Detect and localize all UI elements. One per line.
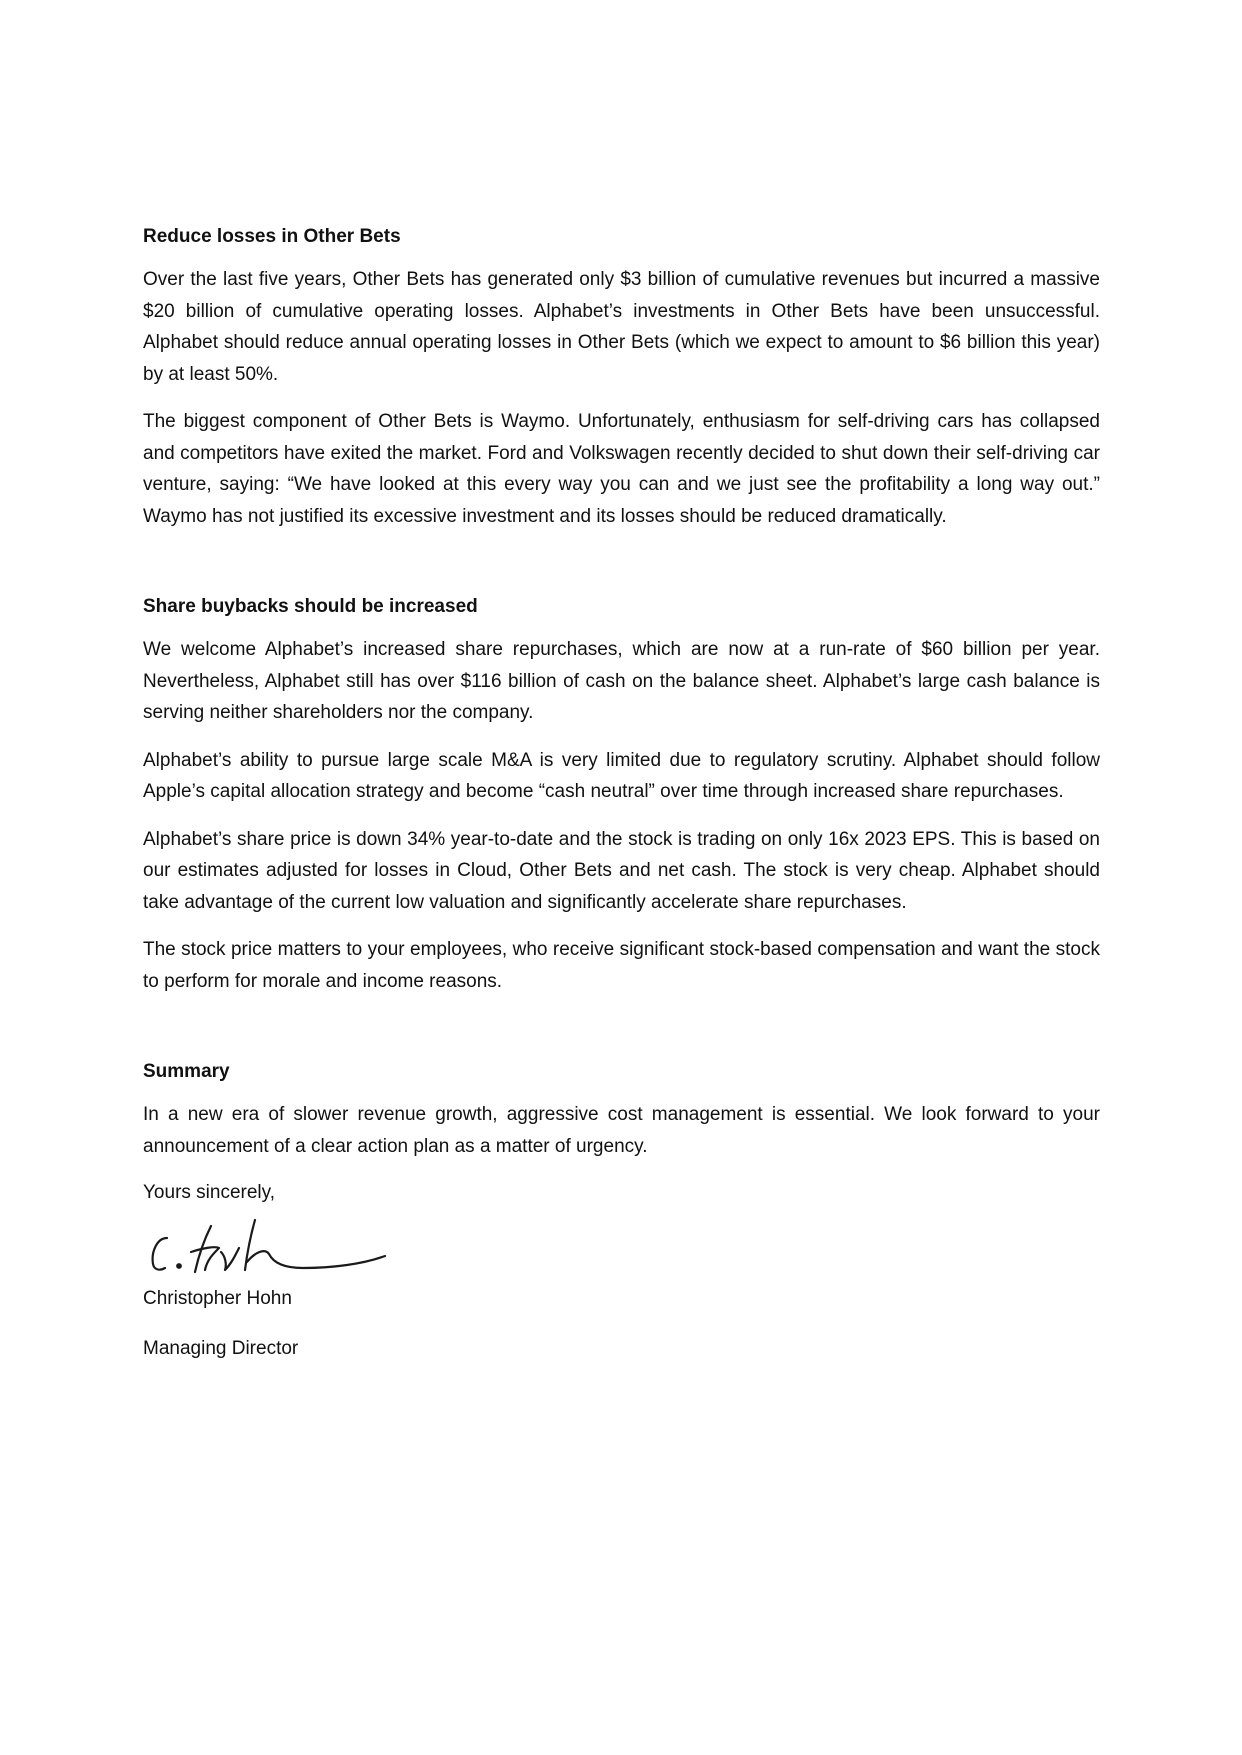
paragraph: We welcome Alphabet’s increased share repurchases, which are now at a run-rate of $60 billion per year. Nevertheless, Alphabet still has over $116 billion of cash on the balance sheet. Alphabet’s large cash balance is serving neither shareholders nor the company.	[143, 639, 1100, 723]
paragraph: Over the last five years, Other Bets has generated only $3 billion of cumulative revenues but incurred a massive $20 billion of cumulative operating losses. Alphabet’s investments in Other Bets have been unsuccessful. Alphabet should reduce annual operating losses in Other Bets (which we expect to amount to $6 billion this year) by at least 50%.	[143, 269, 1100, 385]
signer-title: Managing Director	[143, 1338, 299, 1359]
letter-closing	[143, 1180, 1100, 1362]
section-other-bets	[143, 224, 1100, 532]
section-summary	[143, 1059, 1100, 1162]
paragraph: The biggest component of Other Bets is Waymo. Unfortunately, enthusiasm for self-driving cars has collapsed and competitors have exited the market. Ford and Volkswagen recently decided to shut down their self-driving car venture, saying: “We have looked at this every way you can and we just see the profitability a long way out.” Waymo has not justified its excessive investment and its losses should be reduced dramatically.	[143, 411, 1100, 527]
letter-body	[143, 224, 1100, 1362]
paragraph: Alphabet’s share price is down 34% year-to-date and the stock is trading on only 16x 2023 EPS. This is based on our estimates adjusted for losses in Cloud, Other Bets and net cash. The stock is very cheap. Alphabet should take advantage of the current low valuation and significantly accelerate share repurchases.	[143, 828, 1100, 913]
section-heading: Summary	[143, 1061, 230, 1082]
salutation: Yours sincerely,	[143, 1182, 276, 1203]
section-heading: Reduce losses in Other Bets	[143, 226, 401, 247]
signature-image	[133, 1208, 403, 1284]
section-heading: Share buybacks should be increased	[143, 596, 478, 617]
paragraph: Alphabet’s ability to pursue large scale M&A is very limited due to regulatory scrutiny. Alphabet should follow Apple’s capital allocation strategy and become “cash neutral” over time through increased share repurchases.	[143, 749, 1100, 802]
paragraph: In a new era of slower revenue growth, aggressive cost management is essential. We look forward to your announcement of a clear action plan as a matter of urgency.	[143, 1104, 1100, 1157]
paragraph: The stock price matters to your employees, who receive significant stock-based compensation and want the stock to perform for morale and income reasons.	[143, 939, 1100, 992]
section-share-buybacks	[143, 594, 1100, 997]
signer-name: Christopher Hohn	[143, 1288, 292, 1309]
